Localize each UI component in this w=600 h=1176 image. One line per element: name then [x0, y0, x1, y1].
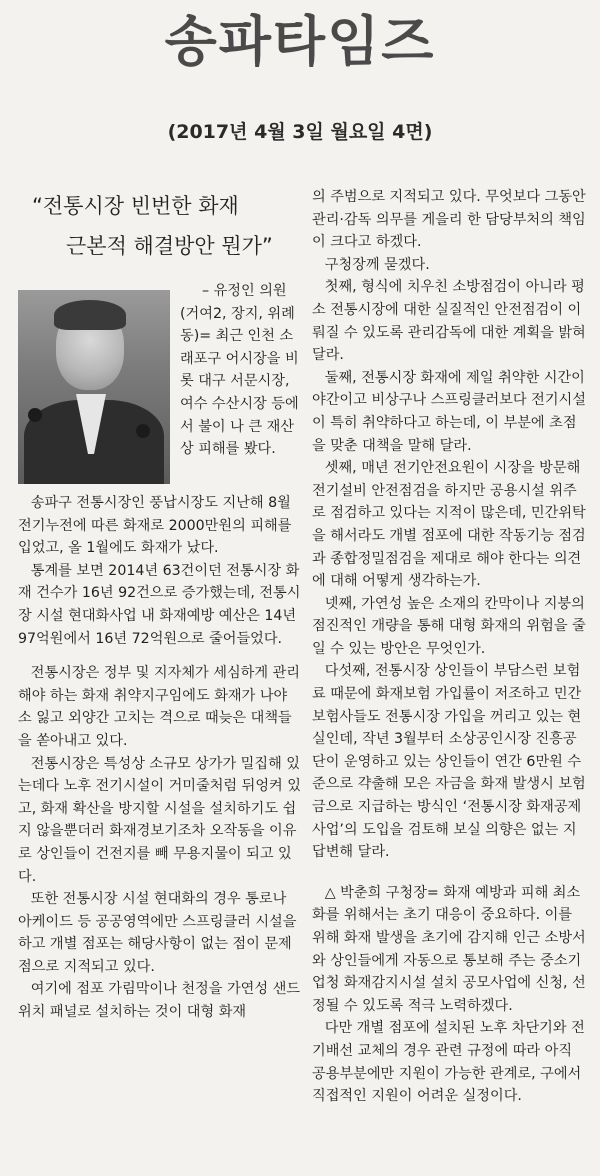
- left-body: [18, 492, 302, 1024]
- masthead-title: 송파타임즈: [164, 10, 436, 73]
- left-paragraph: 통계를 보면 2014년 63건이던 전통시장 화재 건수가 16년 92건으로 증가했는데, 전통시장 시설 현대화사업 내 화재예방 예산은 14년 97억원에서 16년 72억원으로 줄어들었다.: [18, 562, 301, 647]
- photo-hair-shape: [54, 300, 126, 330]
- intro-side-text: [180, 280, 302, 461]
- byline: – 유정인 의원: [202, 283, 287, 299]
- right-paragraph: 다섯째, 전통시장 상인들이 부담스런 보험료 때문에 화재보험 가입률이 저조하고 민간 보험사들도 전통시장 가입을 꺼리고 있는 현실인데, 작년 3월부터 소상공인시장 진흥공단이 운영하고 있는 상인들이 연간 6만원 수준으로 갹출해 모은 자금을 화재 발생시 보험금으로 지급하는 방식인 ‘전통시장 화재공제사업’의 도입을 검토해 보실 의향은 없는 지 답변해 달라.: [312, 663, 586, 861]
- right-paragraph: 구청장께 묻겠다.: [324, 256, 430, 273]
- left-paragraph: 전통시장은 정부 및 지자체가 세심하게 관리해야 하는 화재 취약지구임에도 화재가 나야 소 잃고 외양간 고치는 격으로 때늦은 대책들을 쏟아내고 있다.: [18, 665, 301, 749]
- right-paragraph: 둘째, 전통시장 화재에 제일 취약한 시간이 야간이고 비상구나 스프링클러보다 전기시설이 특히 취약하다고 하는데, 이 부분에 초점을 맞춘 대책을 말해 달라.: [312, 369, 586, 454]
- left-paragraph: 전통시장은 특성상 소규모 상가가 밀집해 있는데다 노후 전기시설이 거미줄처럼 뒤엉켜 있고, 화재 확산을 방지할 시설을 설치하기도 쉽지 않을뿐더러 화재경보기조차 오작동을 이유로 상인들이 건전지를 빼 무용지물이 되고 있다.: [18, 755, 301, 885]
- left-paragraph: 송파구 전통시장인 풍납시장도 지난해 8월 전기누전에 따른 화재로 2000만원의 피해를 입었고, 올 1월에도 화재가 났다.: [18, 495, 292, 557]
- right-paragraph: 첫째, 형식에 치우친 소방점검이 아니라 평소 전통시장에 대한 실질적인 안전점검이 이뤄질 수 있도록 관리감독에 대한 계획을 밝혀달라.: [312, 279, 586, 364]
- right-paragraph: 의 주범으로 지적되고 있다. 무엇보다 그동안 관리·감독 의무를 게을리 한 담당부처의 책임이 크다고 하겠다.: [312, 189, 586, 251]
- microphone-icon: [136, 424, 150, 438]
- left-column: [18, 186, 302, 1024]
- headline-line-1: “전통시장 빈번한 화재: [32, 194, 239, 218]
- intro-side-paragraph: (거여2, 장지, 위례동)= 최근 인천 소래포구 어시장을 비롯 대구 서문시장, 여수 수산시장 등에서 불이 나 큰 재산상 피해를 봤다.: [180, 305, 299, 458]
- right-column: [312, 186, 588, 1108]
- headline: [18, 186, 302, 266]
- right-paragraph: 넷째, 가연성 높은 소재의 칸막이나 지붕의 점진적인 개량을 통해 대형 화재의 위험을 줄일 수 있는 방안은 무엇인가.: [312, 595, 586, 657]
- left-paragraph: 또한 전통시장 시설 현대화의 경우 통로나 아케이드 등 공공영역에만 스프링클러 시설을 하고 개별 점포는 해당사항이 없는 점이 문제점으로 지적되고 있다.: [18, 891, 297, 975]
- right-paragraph: 셋째, 매년 전기안전요원이 시장을 방문해 전기설비 안전점검을 하지만 공용시설 위주로 점검하고 있다는 지적이 많은데, 민간위탁을 해서라도 개별 점포에 대한 작동기능 점검과 종합정밀점검을 제대로 해야 한다는 의견에 대해 어떻게 생각하는가.: [312, 460, 586, 590]
- answer-lead-paragraph: △ 박춘희 구청장= 화재 예방과 피해 최소화를 위해서는 초기 대응이 중요하다. 이를 위해 화재 발생을 초기에 감지해 인근 소방서와 상인들에게 자동으로 통보해 주는 중소기업청 화재감지시설 설치 공모사업에 신청, 선정될 수 있도록 적극 노력하겠다.: [312, 884, 586, 1014]
- left-paragraph: 여기에 점포 가림막이나 천정을 가연성 샌드위치 패널로 설치하는 것이 대형 화재: [18, 981, 301, 1021]
- microphone-icon: [28, 408, 42, 422]
- photo-block: [18, 280, 302, 488]
- answer-tail-paragraph: 다만 개별 점포에 설치된 노후 차단기와 전기배선 교체의 경우 관련 규정에 따라 아직 공용부분에만 지원이 가능한 관계로, 구에서 직접적인 지원이 어려운 실정이다.: [312, 1020, 585, 1105]
- headline-line-2: 근본적 해결방안 뭔가”: [66, 234, 273, 258]
- dateline: (2017년 4월 3일 월요일 4면): [167, 121, 433, 143]
- councilor-photo: [18, 290, 170, 484]
